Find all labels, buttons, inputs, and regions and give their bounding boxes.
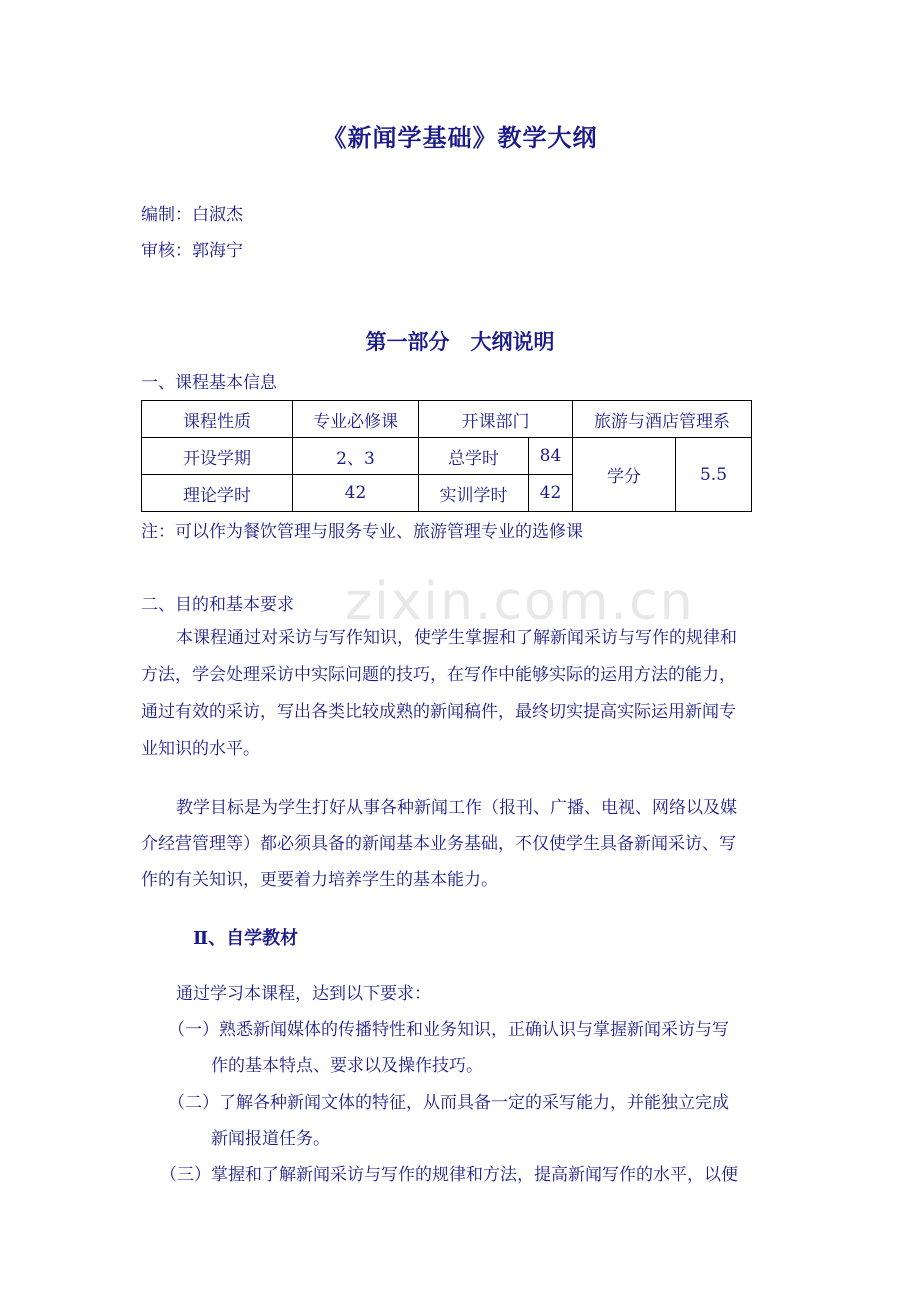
part2-intro: 通过学习本课程，达到以下要求： [176, 984, 431, 1004]
credit-value-cell: 5.5 [676, 438, 752, 512]
table-cell: 开设学期 [142, 438, 293, 475]
list-item: （二）了解各种新闻文体的特征，从而具备一定的采写能力，并能独立完成 [168, 1093, 729, 1113]
table-cell: 专业必修课 [293, 401, 419, 438]
table-row [142, 401, 752, 438]
part1-title: 第一部分 大纲说明 [365, 329, 555, 354]
section1-heading: 一、课程基本信息 [141, 373, 277, 393]
table-note: 注：可以作为餐饮管理与服务专业、旅游管理专业的选修课 [141, 522, 583, 542]
table-cell: 理论学时 [142, 475, 293, 512]
table-cell: 旅游与酒店管理系 [573, 401, 752, 438]
paragraph-line: 介经营管理等）都必须具备的新闻基本业务基础，不仅使学生具备新闻采访、写 [141, 834, 736, 854]
watermark: zixin.com.cn [345, 572, 695, 632]
paragraph-line: 作的有关知识，更要着力培养学生的基本能力。 [141, 870, 498, 890]
list-item-continuation: 新闻报道任务。 [211, 1129, 330, 1149]
paragraph-line: 业知识的水平。 [141, 739, 260, 759]
paragraph-line: 方法，学会处理采访中实际问题的技巧，在写作中能够实际的运用方法的能力， [141, 665, 736, 685]
paragraph-line: 教学目标是为学生打好从事各种新闻工作（报刊、广播、电视、网络以及媒 [176, 798, 737, 818]
editor-line: 编制：白淑杰 [141, 205, 243, 225]
reviewer-line: 审核：郭海宁 [141, 241, 243, 261]
paragraph-line: 通过有效的采访，写出各类比较成熟的新闻稿件，最终切实提高实际运用新闻专 [141, 702, 736, 722]
paragraph-line: 本课程通过对采访与写作知识，使学生掌握和了解新闻采访与写作的规律和 [176, 628, 737, 648]
list-item: （三）掌握和了解新闻采访与写作的规律和方法，提高新闻写作的水平，以便 [160, 1165, 738, 1185]
list-item: （一）熟悉新闻媒体的传播特性和业务知识，正确认识与掌握新闻采访与写 [168, 1020, 729, 1040]
table-cell: 开课部门 [419, 401, 573, 438]
table-cell: 2、3 [293, 438, 419, 475]
table-row [142, 438, 752, 475]
table-cell: 42 [293, 475, 419, 512]
table-cell: 总学时 [419, 438, 529, 475]
table-cell: 42 [529, 475, 573, 512]
table-cell: 实训学时 [419, 475, 529, 512]
part2-title: Ⅱ、自学教材 [193, 928, 299, 949]
section2-heading: 二、目的和基本要求 [141, 595, 294, 615]
document-title: 《新闻学基础》教学大纲 [322, 123, 598, 152]
course-info-table [141, 400, 752, 512]
table-cell: 课程性质 [142, 401, 293, 438]
table-cell: 84 [529, 438, 573, 475]
credit-label-cell: 学分 [573, 438, 676, 512]
list-item-continuation: 作的基本特点、要求以及操作技巧。 [211, 1056, 483, 1076]
